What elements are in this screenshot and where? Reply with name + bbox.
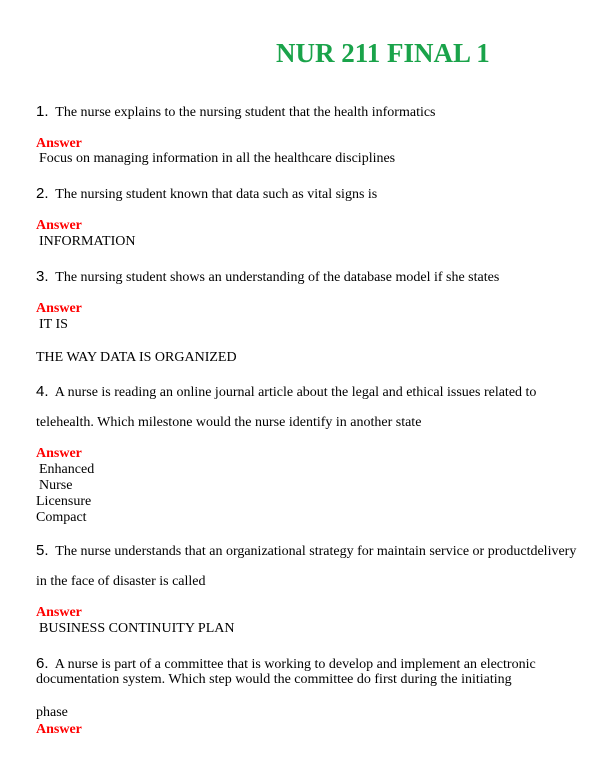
answer-label: Answer: [36, 446, 82, 461]
question-text: in the face of disaster is called: [36, 574, 206, 589]
question-2: [36, 186, 377, 203]
question-number: 2.: [36, 185, 49, 202]
answer-text: Focus on managing information in all the healthcare disciplines: [39, 151, 396, 166]
question-number: 3.: [36, 268, 49, 285]
answer-text: Nurse: [39, 478, 73, 493]
answer-label: Answer: [36, 722, 82, 737]
question-number: 5.: [36, 542, 49, 559]
question-number: 4.: [36, 383, 49, 400]
question-text: A nurse is part of a committee that is working to develop and implement an electronic: [54, 657, 536, 672]
answer-text: INFORMATION: [39, 234, 136, 249]
question-text: A nurse is reading an online journal article about the legal and ethical issues related to: [54, 385, 537, 400]
answer-text: Compact: [36, 510, 87, 525]
question-text: The nursing student known that data such as vital signs is: [55, 187, 378, 202]
question-4: [36, 384, 536, 401]
answer-text: Enhanced: [39, 462, 95, 477]
answer-label: Answer: [36, 218, 82, 233]
question-text: The nurse understands that an organizational strategy for maintain service or productdelivery: [55, 544, 577, 559]
answer-label: Answer: [36, 136, 82, 151]
question-number: 1.: [36, 103, 49, 120]
question-1: [36, 104, 436, 121]
answer-label: Answer: [36, 301, 82, 316]
question-text: phase: [36, 705, 68, 720]
question-text: The nursing student shows an understanding of the database model if she states: [55, 270, 500, 285]
answer-label: Answer: [36, 605, 82, 620]
answer-text: Licensure: [36, 494, 92, 509]
answer-text: THE WAY DATA IS ORGANIZED: [36, 350, 237, 365]
question-5: [36, 543, 576, 560]
question-text: telehealth. Which milestone would the nurse identify in another state: [36, 415, 422, 430]
answer-text: IT IS: [39, 317, 68, 332]
question-6: [36, 656, 536, 673]
question-text: documentation system. Which step would the committee do first during the initiating: [36, 672, 512, 687]
document-title: NUR 211 FINAL 1: [276, 38, 490, 68]
question-3: [36, 269, 499, 286]
question-text: The nurse explains to the nursing student that the health informatics: [55, 105, 436, 120]
answer-text: BUSINESS CONTINUITY PLAN: [39, 621, 235, 636]
question-number: 6.: [36, 655, 49, 672]
